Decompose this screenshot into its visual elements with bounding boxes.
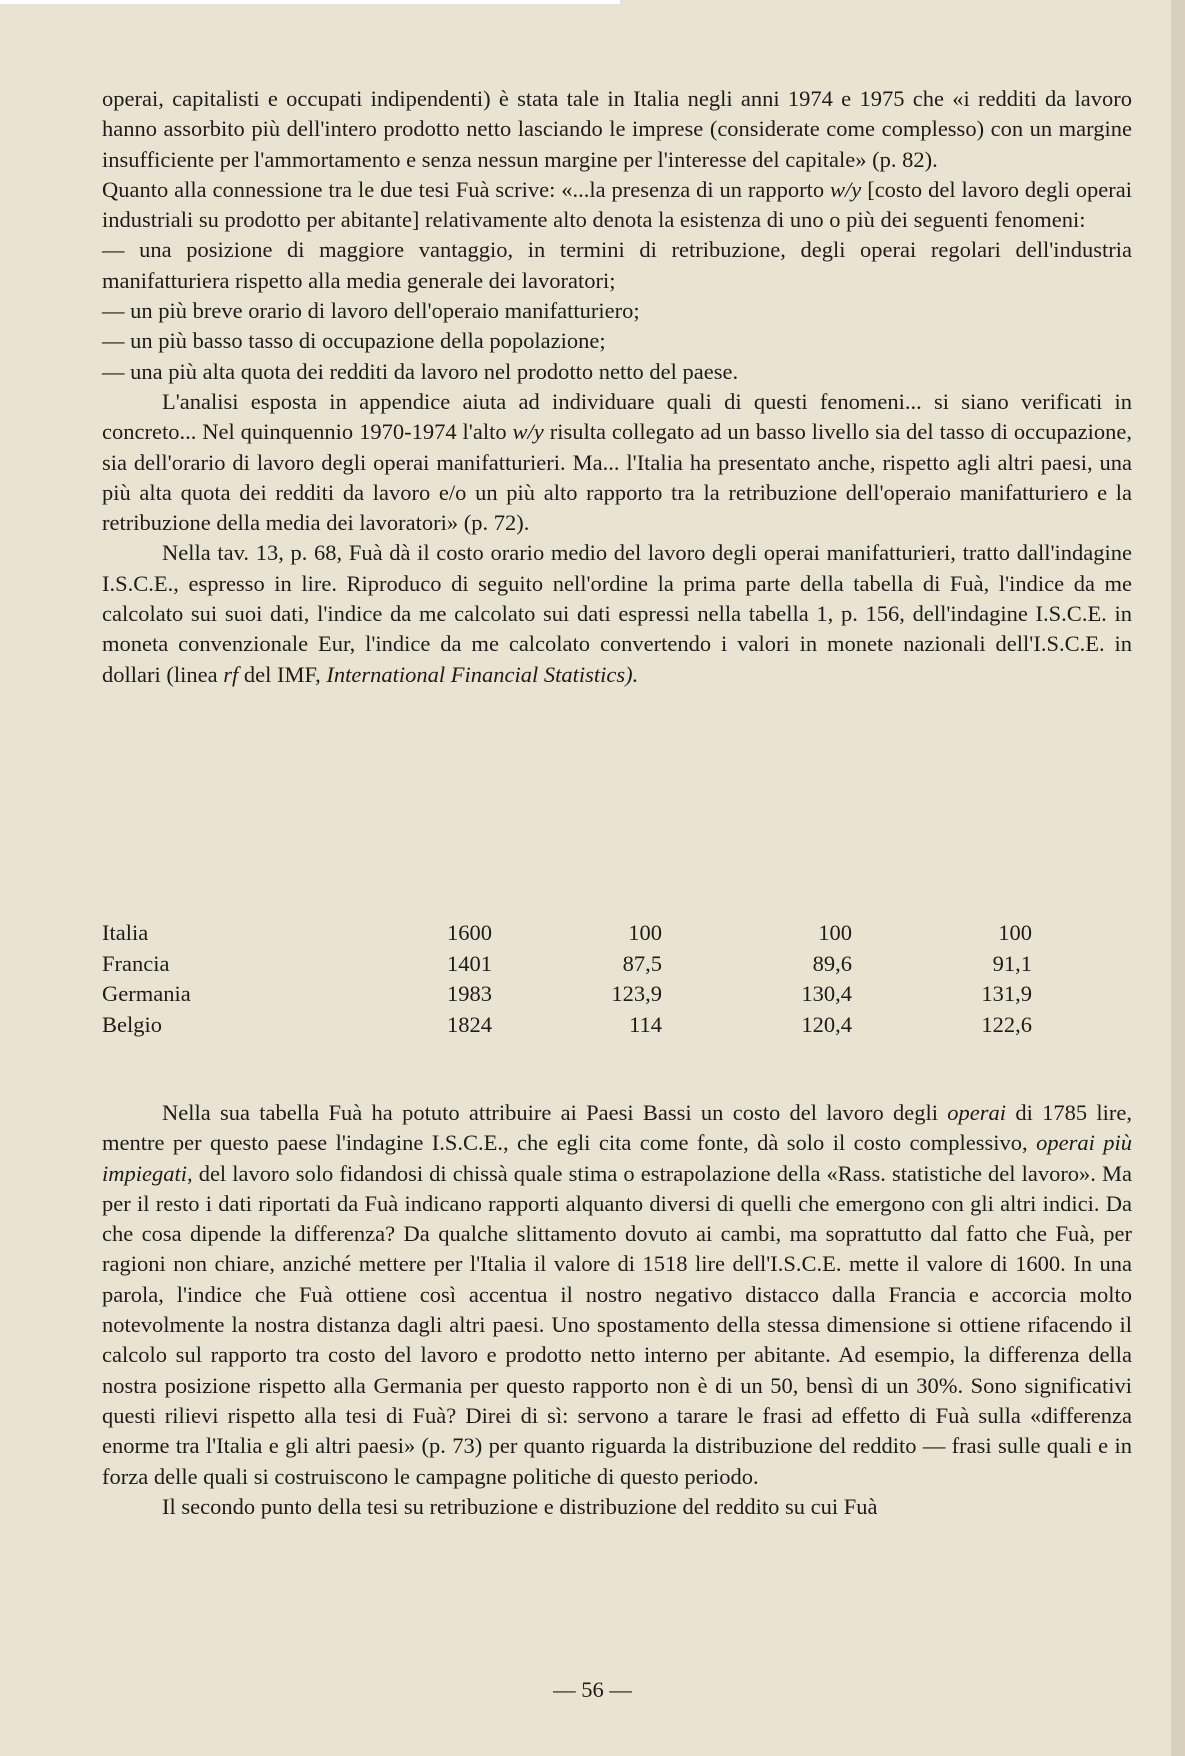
list-item: — un più breve orario di lavoro dell'operaio manifatturiero; xyxy=(102,298,640,324)
country-cell: Italia xyxy=(102,920,149,945)
index-eur-cell: 100 xyxy=(818,920,852,945)
table-intro-text: Nella tav. 13, p. 68, Fuà dà il costo orario medio del lavoro degli operai manifatturieri, tratto dall'indagine I.S.C.E., espresso in lire. Riproduco di seguito nell'ordine la prima parte della tabella di Fuà, l'indice da me calcolato sui suoi dati, l'indice da me calcolato sui dati espressi nella tabella 1, p. 156, dell'indagine I.S.C.E. in moneta convenzionale Eur, l'indice da me calcolato convertendo i valori in monete nazionali dell'I.S.C.E. in dollari (linea xyxy=(102,540,1132,687)
text-block-upper xyxy=(102,84,1132,690)
index-fua-cell: 100 xyxy=(628,920,662,945)
ratio-wy: w/y xyxy=(512,419,544,445)
index-fua-cell: 123,9 xyxy=(611,981,662,1006)
netherlands-text: Nella sua tabella Fuà ha potuto attribuire ai Paesi Bassi un costo del lavoro degli xyxy=(162,1100,948,1125)
quote-intro-rest: [costo del lavoro degli operai industriali su prodotto per abitante] relativamente alto denota la esistenza di uno o più dei seguenti fenomeni: xyxy=(102,176,1132,233)
index-fua-cell: 87,5 xyxy=(622,950,662,976)
quote-intro-text: Quanto alla connessione tra le due tesi Fuà scrive: «...la presenza di un rapporto xyxy=(102,176,831,202)
table-row xyxy=(102,918,1032,949)
index-eur-cell: 120,4 xyxy=(801,1011,852,1037)
analysis-text: L'analisi esposta in appendice aiuta ad individuare quali di questi fenomeni... si siano verificati in concreto... Nel quinquennio 1970-1974 l'alto xyxy=(102,388,1132,445)
country-cell: Belgio xyxy=(102,1011,162,1037)
index-fua-cell: 114 xyxy=(629,1011,662,1037)
index-usd-cell: 122,6 xyxy=(981,1011,1032,1037)
index-eur-cell: 89,6 xyxy=(812,950,852,976)
list-item: — una più alta quota dei redditi da lavoro nel prodotto netto del paese. xyxy=(102,358,739,384)
scan-edge-right xyxy=(1171,0,1185,1756)
country-cell: Francia xyxy=(102,950,170,976)
lire-cell: 1824 xyxy=(447,1011,492,1037)
country-cell: Germania xyxy=(102,981,191,1006)
table-row xyxy=(102,1010,1032,1041)
lire-cell: 1600 xyxy=(447,920,492,945)
list-item: — un più basso tasso di occupazione della popolazione; xyxy=(102,328,606,354)
paragraph-netherlands xyxy=(102,1098,1132,1492)
labour-cost-table xyxy=(102,918,1032,1040)
index-usd-cell: 131,9 xyxy=(981,981,1032,1006)
paragraph-continuation: operai, capitalisti e occupati indipendenti) è stata tale in Italia negli anni 1974 e 1975 che «i redditi da lavoro hanno assorbito più dell'intero prodotto netto lasciando le imprese (considerate come complesso) con un margine insufficiente per l'ammortamento e senza nessun margine per l'interesse del capitale» (p. 82). xyxy=(102,86,1132,172)
lire-cell: 1401 xyxy=(447,950,492,976)
scan-edge-top xyxy=(0,0,620,4)
table-intro-mid: del IMF, xyxy=(238,661,327,687)
table-row xyxy=(102,949,1032,980)
netherlands-text-rest: del lavoro solo fidandosi di chissà quale stima o estrapolazione della «Rass. statistiche del lavoro». Ma per il resto i dati riportati da Fuà indicano rapporti alquanto diversi di quelli che emergono con gli altri indici. Da che cosa dipende la differenza? Da qualche slittamento dovuto ai cambi, ma soprattutto dal fatto che Fuà, per ragioni non chiare, anziché mettere per l'Italia il valore di 1518 lire dell'I.S.C.E. mette il valore di 1600. In una parola, l'indice che Fuà ottiene così accentua il nostro negativo distacco dalla Francia e accorcia molto notevolmente la nostra distanza dagli altri paesi. Uno spostamento della stessa dimensione si ottiene rifacendo il calcolo sul rapporto tra costo del lavoro e prodotto netto interno per abitante. Ad esempio, la differenza della nostra posizione rispetto alla Germania per questo rapporto non è di un 50, bensì di un 30%. Sono significativi questi rilievi rispetto alla tesi di Fuà? Direi di sì: servono a tarare le frasi ad effetto di Fuà sulla «differenza enorme tra l'Italia e gli altri paesi» (p. 73) per quanto riguarda la distribuzione del reddito — frasi sulle quali e in forza delle quali si costruiscono le campagne politiche di questo periodo. xyxy=(102,1160,1132,1489)
table-row xyxy=(102,979,1032,1010)
lire-cell: 1983 xyxy=(447,981,492,1006)
index-usd-cell: 91,1 xyxy=(992,950,1032,976)
page-number: — 56 — xyxy=(553,1677,632,1702)
source-title: International Financial Statistics). xyxy=(326,661,639,687)
list-item: — una posizione di maggiore vantaggio, in termini di retribuzione, degli operai regolari dell'industria manifatturiera rispetto alla media generale dei lavoratori; xyxy=(102,237,1132,293)
paragraph-second-point: Il secondo punto della tesi su retribuzione e distribuzione del reddito su cui Fuà xyxy=(162,1493,878,1519)
text-block-lower xyxy=(102,1098,1132,1522)
ratio-wy: w/y xyxy=(830,176,862,202)
paragraph-quote-intro xyxy=(102,175,1132,236)
index-usd-cell: 100 xyxy=(998,920,1032,945)
netherlands-text-mid: di 1785 lire, mentre per questo paese l'indagine I.S.C.E., che egli cita come fonte, dà solo il costo complessivo, xyxy=(102,1100,1132,1156)
emphasis-operai: operai xyxy=(947,1100,1007,1125)
paragraph-table-intro xyxy=(102,538,1132,689)
index-eur-cell: 130,4 xyxy=(801,981,852,1006)
series-rf: rf xyxy=(223,661,239,687)
paragraph-analysis xyxy=(102,387,1132,538)
emphasis-operai-impiegati: operai più impiegati, xyxy=(102,1130,1132,1186)
analysis-rest: risulta collegato ad un basso livello sia del tasso di occupazione, sia dell'orario di lavoro degli operai manifatturieri. Ma... l'Italia ha presentato anche, rispetto agli altri paesi, una più alta quota dei redditi da lavoro e/o un più alto rapporto tra la retribuzione dell'operaio manifatturiero e la retribuzione della media dei lavoratori» (p. 72). xyxy=(102,419,1132,536)
